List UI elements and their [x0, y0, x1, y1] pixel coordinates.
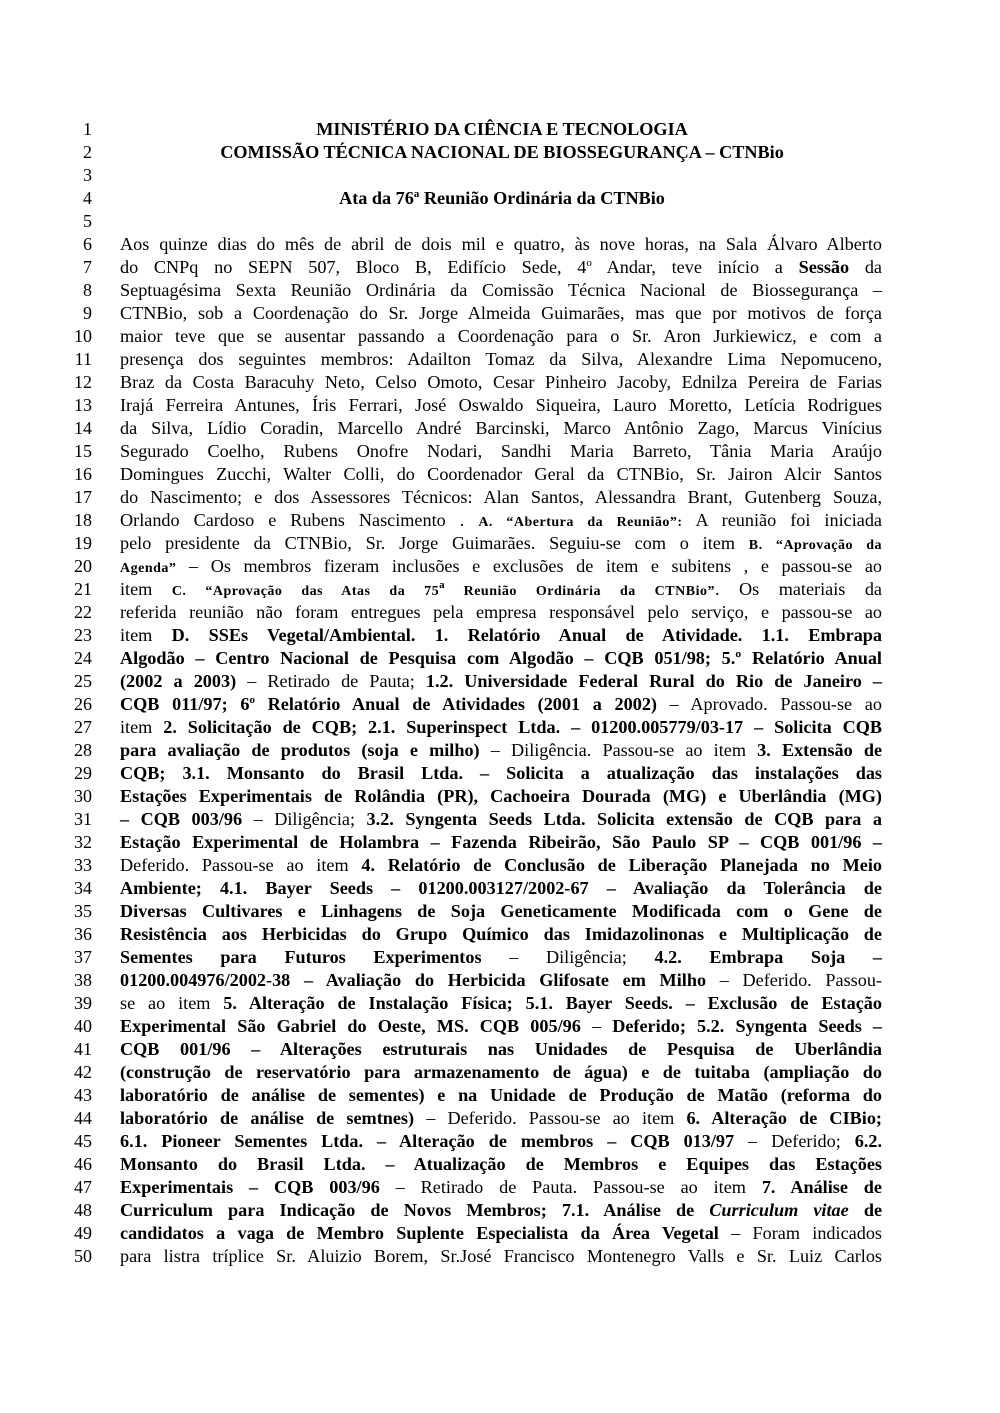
- line-number: 36: [74, 924, 92, 944]
- text-bold: 2. Solicitação de CQB; 2.1. Superinspect Ltda. – 01200.005779/03-17 – Solicita CQB: [163, 717, 882, 737]
- text-line-14: [0, 417, 1000, 440]
- text-run: item: [120, 717, 164, 737]
- text-bold: Deferido; 5.2. Syngenta Seeds –: [612, 1016, 883, 1036]
- text-line-46: [0, 1153, 1000, 1176]
- text-bold: Diversas Cultivares e Linhagens de Soja Geneticamente Modificada com o Gene de: [120, 901, 882, 921]
- text-line-45: [0, 1130, 1000, 1153]
- text-line-22: [0, 601, 1000, 624]
- text-run: – Diligência;: [481, 947, 655, 967]
- line-number: 1: [83, 119, 92, 139]
- text-bold: CQB 011/97; 6: [120, 694, 250, 714]
- text-line-34: [0, 877, 1000, 900]
- text-line: [120, 1199, 882, 1222]
- text-line: [120, 1038, 882, 1061]
- line-number: 13: [74, 395, 92, 415]
- text-line: do Nascimento; e dos Assessores Técnicos: Alan Santos, Alessandra Brant, Gutenberg Souza,: [120, 487, 882, 507]
- line-number: 4: [83, 188, 92, 208]
- text-line: [120, 1153, 882, 1176]
- line-number: 31: [74, 809, 92, 829]
- ministry-heading: MINISTÉRIO DA CIÊNCIA E TECNOLOGIA: [316, 119, 688, 139]
- text-line-24: [0, 647, 1000, 670]
- text-bold: Relatório Anual de Atividades (2001 a 2002): [254, 694, 657, 714]
- text-bold: 4.2. Embrapa Soja –: [654, 947, 882, 967]
- text-line-16: [0, 463, 1000, 486]
- line-number: 5: [83, 211, 92, 231]
- section-heading-b-cont: Agenda”: [120, 561, 177, 576]
- text-bold: 3.2. Syngenta Seeds Ltda. Solicita extensão de CQB para a: [366, 809, 882, 829]
- text-line: [120, 509, 882, 534]
- text-line: [120, 923, 882, 946]
- line-number: 35: [74, 901, 92, 921]
- text-bold: para avaliação de produtos (soja e milho): [120, 740, 480, 760]
- text-line-10: [0, 325, 1000, 348]
- document-title: Ata da 76ª Reunião Ordinária da CTNBio: [339, 188, 665, 208]
- text-line: [120, 946, 882, 969]
- text-line: [120, 762, 882, 785]
- text-line-48: [0, 1199, 1000, 1222]
- line-number: 47: [74, 1177, 92, 1197]
- text-run: item: [120, 625, 172, 645]
- line-number: 16: [74, 464, 92, 484]
- text-line-41: [0, 1038, 1000, 1061]
- text-bold: 4. Relatório de Conclusão de Liberação Planejada no Meio: [361, 855, 882, 875]
- text-line: [120, 647, 882, 670]
- text-line: [120, 1015, 882, 1038]
- line-number: 17: [74, 487, 92, 507]
- text-bold: 6.1. Pioneer Sementes Ltda. – Alteração de membros – CQB 013/97: [120, 1131, 735, 1151]
- line-number: 39: [74, 993, 92, 1013]
- text-line: Irajá Ferreira Antunes, Íris Ferrari, José Oswaldo Siqueira, Lauro Moretto, Letícia Rodrigues: [120, 395, 882, 415]
- line-number: 42: [74, 1062, 92, 1082]
- line-number: 21: [74, 579, 92, 599]
- text-line: [120, 256, 882, 279]
- text-bold: CQB 001/96 – Alterações estruturais nas Unidades de Pesquisa de Uberlândia: [120, 1039, 882, 1059]
- text-bold: Curriculum para Indicação de Novos Membros; 7.1. Análise de: [120, 1200, 710, 1220]
- commission-heading: COMISSÃO TÉCNICA NACIONAL DE BIOSSEGURANÇA – CTNBio: [220, 142, 784, 162]
- line-number: 26: [74, 694, 92, 714]
- text-line: [120, 578, 882, 603]
- text-run: . Os materiais da: [714, 579, 883, 599]
- text-run: – Diligência. Passou-se ao item: [479, 740, 758, 760]
- line-number: 40: [74, 1016, 92, 1036]
- text-run: –: [580, 1016, 613, 1036]
- text-line: [120, 992, 882, 1015]
- text-line-27: [0, 716, 1000, 739]
- text-bold: Experimentais – CQB 003/96: [120, 1177, 380, 1197]
- text-line: [120, 831, 882, 854]
- text-line: [120, 624, 882, 647]
- text-line-36: [0, 923, 1000, 946]
- text-line: CTNBio, sob a Coordenação do Sr. Jorge Almeida Guimarães, mas que por motivos de força: [120, 303, 882, 323]
- text-line-8: [0, 279, 1000, 302]
- text-bold: Monsanto do Brasil Ltda. – Atualização de Membros e Equipes das Estações: [120, 1154, 882, 1174]
- text-line: referida reunião não foram entregues pela empresa responsável pelo serviço, e passou-se ao: [120, 602, 882, 622]
- text-line-37: [0, 946, 1000, 969]
- text-line-35: [0, 900, 1000, 923]
- line-number: 46: [74, 1154, 92, 1174]
- text-bold: de: [848, 1200, 883, 1220]
- line-number: 30: [74, 786, 92, 806]
- text-line-40: [0, 1015, 1000, 1038]
- text-line: presença dos seguintes membros: Adailton Tomaz da Silva, Alexandre Lima Nepomuceno,: [120, 349, 882, 369]
- line-number: 24: [74, 648, 92, 668]
- text-run: – Deferido;: [734, 1131, 855, 1151]
- text-line: [120, 1107, 882, 1130]
- section-heading-b: B. “Aprovação da: [748, 538, 882, 553]
- text-run: – Diligência;: [242, 809, 367, 829]
- text-line: [120, 693, 882, 716]
- header-line-2: [0, 141, 1000, 164]
- text-line-43: [0, 1084, 1000, 1107]
- line-number: 22: [74, 602, 92, 622]
- line-number-row: [0, 164, 1000, 187]
- text-bold: 1.2. Universidade Federal Rural do Rio de Janeiro –: [425, 671, 882, 691]
- text-bold: 6.2.: [854, 1131, 883, 1151]
- text-line-17: [0, 486, 1000, 509]
- line-number: 50: [74, 1246, 92, 1266]
- line-number: 28: [74, 740, 92, 760]
- text-line-32: [0, 831, 1000, 854]
- line-number: 41: [74, 1039, 92, 1059]
- text-line: [120, 969, 882, 992]
- text-run: – Foram indicados: [718, 1223, 882, 1243]
- text-line-39: [0, 992, 1000, 1015]
- text-bold: (construção de reservatório para armazenamento de água) e de tuitaba (ampliação do: [120, 1062, 882, 1082]
- text-run: Orlando Cardoso e Rubens Nascimento .: [120, 510, 479, 530]
- text-bold: 6. Alteração de CIBio;: [686, 1108, 882, 1128]
- text-bold: Estações Experimentais de Rolândia (PR), Cachoeira Dourada (MG) e Uberlândia (MG): [120, 786, 882, 806]
- text-line: [120, 1084, 882, 1107]
- text-run: – Deferido. Passou-: [706, 970, 882, 990]
- text-line: [120, 1176, 882, 1199]
- text-run: – Aprovado. Passou-se ao: [656, 694, 882, 714]
- line-number: 18: [74, 510, 92, 530]
- text-bold: 3. Extensão de: [757, 740, 883, 760]
- text-line: Aos quinze dias do mês de abril de dois mil e quatro, às nove horas, na Sala Álvaro Alberto: [120, 234, 882, 254]
- line-number: 34: [74, 878, 92, 898]
- text-run: Andar, teve início a: [591, 257, 799, 277]
- text-line-28: [0, 739, 1000, 762]
- text-bold: Ambiente; 4.1. Bayer Seeds – 01200.003127/2002-67 – Avaliação da Tolerância de: [120, 878, 882, 898]
- line-number: 6: [83, 234, 92, 254]
- text-bold: Algodão – Centro Nacional de Pesquisa com Algodão – CQB 051/98; 5.º Relatório Anual: [120, 648, 882, 668]
- text-run: – Retirado de Pauta;: [236, 671, 426, 691]
- header-line-1: [0, 118, 1000, 141]
- text-line-29: [0, 762, 1000, 785]
- text-line: para listra tríplice Sr. Aluizio Borem, Sr.José Francisco Montenegro Valls e Sr. Luiz Carlos: [120, 1246, 882, 1266]
- line-number: 3: [83, 165, 92, 185]
- line-number: 48: [74, 1200, 92, 1220]
- text-line-42: [0, 1061, 1000, 1084]
- line-number: 29: [74, 763, 92, 783]
- text-line: [120, 555, 882, 580]
- ordinal-sup: o: [586, 256, 592, 269]
- text-bold: laboratório de análise de sementes) e na Unidade de Produção de Matão (reforma do: [120, 1085, 882, 1105]
- text-line: Septuagésima Sexta Reunião Ordinária da Comissão Técnica Nacional de Biossegurança –: [120, 280, 882, 300]
- text-bold: 7. Análise de: [761, 1177, 882, 1197]
- text-run: Deferido. Passou-se ao item: [120, 855, 362, 875]
- line-number: 49: [74, 1223, 92, 1243]
- text-line: [120, 854, 882, 877]
- text-line-23: [0, 624, 1000, 647]
- text-run: do CNPq no SEPN 507, Bloco B, Edifício Sede, 4: [120, 257, 587, 277]
- line-number: 9: [83, 303, 92, 323]
- text-line: [120, 716, 882, 739]
- text-run: A reunião foi iniciada: [682, 510, 882, 530]
- text-bold: 01200.004976/2002-38 – Avaliação do Herbicida Glifosate em Milho: [120, 970, 707, 990]
- text-bold: CQB; 3.1. Monsanto do Brasil Ltda. – Solicita a atualização das instalações das: [120, 763, 882, 783]
- line-number: 25: [74, 671, 92, 691]
- text-line-9: [0, 302, 1000, 325]
- text-line-15: [0, 440, 1000, 463]
- line-number: 32: [74, 832, 92, 852]
- text-line-26: [0, 693, 1000, 716]
- text-bold-italic: Curriculum vitae: [709, 1200, 849, 1220]
- text-bold: candidatos a vaga de Membro Suplente Especialista da Área Vegetal: [120, 1223, 719, 1243]
- text-run: – Deferido. Passou-se ao item: [414, 1108, 687, 1128]
- text-line: da Silva, Lídio Coradin, Marcello André Barcinski, Marco Antônio Zago, Marcus Vinícius: [120, 418, 882, 438]
- line-number: 33: [74, 855, 92, 875]
- text-line-25: [0, 670, 1000, 693]
- line-number: 15: [74, 441, 92, 461]
- header-line-4: [0, 187, 1000, 210]
- line-number: 19: [74, 533, 92, 553]
- ordinal-sup: a: [439, 578, 445, 591]
- line-number: 12: [74, 372, 92, 392]
- line-number: 14: [74, 418, 92, 438]
- text-line: [120, 1061, 882, 1084]
- text-line: [120, 739, 882, 762]
- line-number-row: [0, 210, 1000, 233]
- text-line: [120, 900, 882, 923]
- line-number: 43: [74, 1085, 92, 1105]
- text-line: [120, 877, 882, 900]
- text-bold: Experimental São Gabriel do Oeste, MS. CQB 005/96: [120, 1016, 581, 1036]
- text-line: [120, 1130, 882, 1153]
- text-run: pelo presidente da CTNBio, Sr. Jorge Guimarães. Seguiu-se com o item: [120, 533, 749, 553]
- text-bold: Sessão: [798, 257, 850, 277]
- text-line-49: [0, 1222, 1000, 1245]
- text-line: maior teve que se ausentar passando a Coordenação para o Sr. Aron Jurkiewicz, e com a: [120, 326, 882, 346]
- line-number: 2: [83, 142, 92, 162]
- text-line-38: [0, 969, 1000, 992]
- line-number: 38: [74, 970, 92, 990]
- line-number: 27: [74, 717, 92, 737]
- section-heading-c: C. “Aprovação das Atas da 75: [171, 584, 440, 599]
- text-bold: laboratório de análise de semtnes): [120, 1108, 415, 1128]
- text-run: se ao item: [120, 993, 224, 1013]
- line-number: 20: [74, 556, 92, 576]
- text-bold: (2002 a 2003): [120, 671, 237, 691]
- section-heading-a: A. “Abertura da Reunião”:: [478, 515, 683, 530]
- text-line: [120, 532, 882, 557]
- text-line: [120, 785, 882, 808]
- text-run: item: [120, 579, 172, 599]
- text-line-18: [0, 509, 1000, 532]
- text-line-47: [0, 1176, 1000, 1199]
- text-line: Segurado Coelho, Rubens Onofre Nodari, Sandhi Maria Barreto, Tânia Maria Araújo: [120, 441, 882, 461]
- line-number: 11: [74, 349, 92, 369]
- text-bold: Resistência aos Herbicidas do Grupo Químico das Imidazolinonas e Multiplicação de: [120, 924, 882, 944]
- text-line-30: [0, 785, 1000, 808]
- text-line: [120, 1222, 882, 1245]
- text-line-12: [0, 371, 1000, 394]
- line-number: 23: [74, 625, 92, 645]
- text-line-11: [0, 348, 1000, 371]
- text-bold: D. SSEs Vegetal/Ambiental. 1. Relatório Anual de Atividade. 1.1. Embrapa: [171, 625, 882, 645]
- text-bold: Sementes para Futuros Experimentos: [120, 947, 482, 967]
- text-line-44: [0, 1107, 1000, 1130]
- text-run: da: [849, 257, 883, 277]
- line-number: 7: [83, 257, 92, 277]
- text-line-50: [0, 1245, 1000, 1268]
- line-number: 10: [74, 326, 92, 346]
- line-number: 45: [74, 1131, 92, 1151]
- text-line: Domingues Zucchi, Walter Colli, do Coordenador Geral da CTNBio, Sr. Jairon Alcir Santos: [120, 464, 882, 484]
- text-bold: Estação Experimental de Holambra – Fazenda Ribeirão, São Paulo SP – CQB 001/96 –: [120, 832, 882, 852]
- line-number: 8: [83, 280, 92, 300]
- text-line-31: [0, 808, 1000, 831]
- text-bold: 5. Alteração de Instalação Física; 5.1. Bayer Seeds. – Exclusão de Estação: [223, 993, 882, 1013]
- ordinal-sup: o: [249, 693, 255, 706]
- text-line-33: [0, 854, 1000, 877]
- line-number: 37: [74, 947, 92, 967]
- text-line-20: [0, 555, 1000, 578]
- text-line-21: [0, 578, 1000, 601]
- text-line: Braz da Costa Baracuhy Neto, Celso Omoto, Cesar Pinheiro Jacoby, Ednilza Pereira de Farias: [120, 372, 882, 392]
- text-bold: – CQB 003/96: [120, 809, 243, 829]
- text-run: – Retirado de Pauta. Passou-se ao item: [379, 1177, 762, 1197]
- text-line-19: [0, 532, 1000, 555]
- text-line-7: [0, 256, 1000, 279]
- line-number: 44: [74, 1108, 92, 1128]
- text-line: [120, 808, 882, 831]
- text-line-13: [0, 394, 1000, 417]
- text-run: – Os membros fizeram inclusões e exclusões de item e subitens , e passou-se ao: [176, 556, 882, 576]
- text-line: [120, 670, 882, 693]
- text-line-6: [0, 233, 1000, 256]
- section-heading-c-cont: Reunião Ordinária da CTNBio”: [444, 584, 715, 599]
